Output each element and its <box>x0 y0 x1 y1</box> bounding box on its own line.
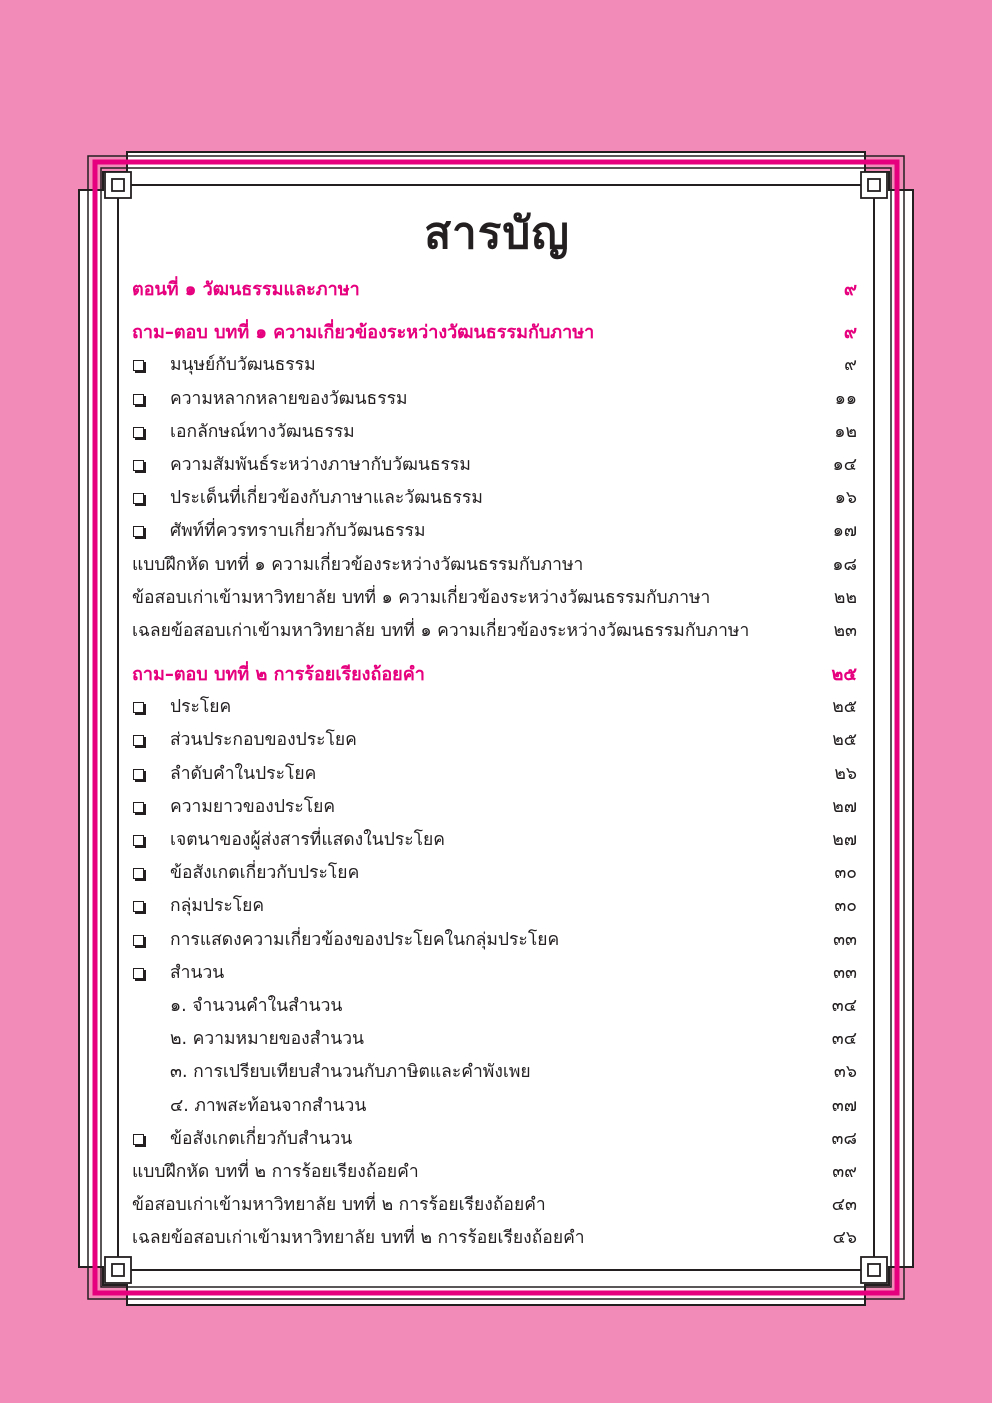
toc-entry-page: ๒๖ <box>834 763 857 784</box>
toc-entry[interactable] <box>132 990 857 1023</box>
checkbox-bullet-icon <box>133 493 144 504</box>
toc-entry-title: เฉลยข้อสอบเก่าเข้ามหาวิทยาลัย บทที่ ๒ การร้อยเรียงถ้อยคำ <box>132 1228 585 1249</box>
toc-entry-page: ๒๗ <box>832 830 857 850</box>
toc-entry[interactable] <box>132 924 857 957</box>
toc-entry-page: ๙ <box>844 355 857 376</box>
checkbox-bullet-icon <box>133 735 144 746</box>
toc-entry-title: ๒. ความหมายของสำนวน <box>170 1029 364 1050</box>
toc-entry-title: ๑. จำนวนคำในสำนวน <box>170 995 343 1016</box>
page-title: สารบัญ <box>424 208 570 259</box>
toc-entry[interactable] <box>132 658 857 691</box>
toc-entry-title: ความยาวของประโยค <box>170 796 336 817</box>
toc-entry-title: ข้อสังเกตเกี่ยวกับประโยค <box>170 863 360 884</box>
toc-entry-page: ๑๑ <box>834 388 857 409</box>
toc-entry-title: ประเด็นที่เกี่ยวข้องกับภาษาและวัฒนธรรม <box>170 488 483 509</box>
toc-entry[interactable] <box>132 1189 857 1222</box>
toc-entry-page: ๒๕ <box>832 730 857 751</box>
toc-entry[interactable] <box>132 957 857 990</box>
toc-entry-title: ข้อสอบเก่าเข้ามหาวิทยาลัย บทที่ ๒ การร้อยเรียงถ้อยคำ <box>132 1195 546 1216</box>
toc-entry-title: เจตนาของผู้ส่งสารที่แสดงในประโยค <box>170 830 445 850</box>
toc-entry-title: ๔. ภาพสะท้อนจากสำนวน <box>170 1095 367 1116</box>
toc-entry[interactable] <box>132 758 857 791</box>
toc-entry-page: ๑๔ <box>832 454 857 475</box>
toc-entry-page: ๓๖ <box>833 1062 857 1083</box>
toc-entry-title: ข้อสังเกตเกี่ยวกับสำนวน <box>170 1128 353 1149</box>
toc-entry-page: ๒๕ <box>832 697 857 718</box>
toc-entry-page: ๓๓ <box>833 929 857 950</box>
toc-panel <box>127 176 867 1266</box>
checkbox-bullet-icon <box>133 901 144 912</box>
checkbox-bullet-icon <box>133 802 144 813</box>
toc-entry-title: แบบฝึกหัด บทที่ ๑ ความเกี่ยวข้องระหว่างวัฒนธรรมกับภาษา <box>132 554 584 575</box>
toc-entry-page: ๓๘ <box>831 1128 857 1149</box>
toc-entry[interactable] <box>132 515 857 548</box>
checkbox-bullet-icon <box>133 835 144 846</box>
checkbox-bullet-icon <box>133 1134 144 1145</box>
toc-entry[interactable] <box>132 1123 857 1156</box>
toc-entry-title: ถาม–ตอบ บทที่ ๑ ความเกี่ยวข้องระหว่างวัฒนธรรมกับภาษา <box>132 322 595 344</box>
toc-entry[interactable] <box>132 615 857 648</box>
toc-entry[interactable] <box>132 449 857 482</box>
toc-entry-title: เฉลยข้อสอบเก่าเข้ามหาวิทยาลัย บทที่ ๑ ความเกี่ยวข้องระหว่างวัฒนธรรมกับภาษา <box>132 620 750 641</box>
toc-entry-title: ความหลากหลายของวัฒนธรรม <box>170 388 408 409</box>
toc-entry-page: ๙ <box>843 322 857 344</box>
toc-entry-page: ๑๒ <box>834 421 857 442</box>
checkbox-bullet-icon <box>133 702 144 713</box>
toc-entry[interactable] <box>132 349 857 382</box>
toc-entry-title: ลำดับคำในประโยค <box>170 763 317 784</box>
toc-entry-page: ๔๓ <box>831 1195 857 1216</box>
toc-entry-title: ๓. การเปรียบเทียบสำนวนกับภาษิตและคำพังเพย <box>170 1062 531 1083</box>
toc-entry-title: กลุ่มประโยค <box>170 896 265 917</box>
toc-entry[interactable] <box>132 482 857 515</box>
toc-entry-page: ๓๙ <box>832 1161 857 1182</box>
toc-entry-title: ตอนที่ ๑ วัฒนธรรมและภาษา <box>132 279 360 300</box>
toc-entry[interactable] <box>132 791 857 824</box>
toc-entry-page: ๙ <box>843 279 857 300</box>
toc-entry-page: ๓๔ <box>831 1029 857 1050</box>
toc-entry[interactable] <box>132 1023 857 1056</box>
toc-entry-title: ส่วนประกอบของประโยค <box>170 730 357 751</box>
toc-entry-title: ข้อสอบเก่าเข้ามหาวิทยาลัย บทที่ ๑ ความเกี่ยวข้องระหว่างวัฒนธรรมกับภาษา <box>132 587 711 608</box>
toc-entry[interactable] <box>132 549 857 582</box>
toc-entry-page: ๑๗ <box>832 521 857 542</box>
toc-entry[interactable] <box>132 890 857 923</box>
toc-entry-title: แบบฝึกหัด บทที่ ๒ การร้อยเรียงถ้อยคำ <box>132 1161 419 1182</box>
toc-entry-page: ๓๗ <box>831 1095 857 1116</box>
checkbox-bullet-icon <box>133 868 144 879</box>
toc-entry[interactable] <box>132 316 857 349</box>
checkbox-bullet-icon <box>133 769 144 780</box>
toc-entry[interactable] <box>132 273 857 306</box>
toc-entry-title: มนุษย์กับวัฒนธรรม <box>170 355 316 376</box>
toc-entry-title: ศัพท์ที่ควรทราบเกี่ยวกับวัฒนธรรม <box>170 521 426 542</box>
toc-entry-title: สำนวน <box>170 962 225 983</box>
toc-entry-title: ประโยค <box>170 697 232 718</box>
toc-entry[interactable] <box>132 1090 857 1123</box>
toc-entry-title: ถาม–ตอบ บทที่ ๒ การร้อยเรียงถ้อยคำ <box>132 664 425 686</box>
toc-entry-title: เอกลักษณ์ทางวัฒนธรรม <box>170 421 355 442</box>
toc-entry-page: ๓๓ <box>833 962 857 983</box>
toc-entry-page: ๒๓ <box>833 620 857 641</box>
toc-entry-page: ๑๘ <box>832 554 857 575</box>
toc-entry[interactable] <box>132 582 857 615</box>
toc-entry[interactable] <box>132 383 857 416</box>
toc-entry-page: ๑๖ <box>834 488 857 509</box>
toc-entry-title: ความสัมพันธ์ระหว่างภาษากับวัฒนธรรม <box>170 454 471 475</box>
checkbox-bullet-icon <box>133 394 144 405</box>
toc-entry[interactable] <box>132 724 857 757</box>
toc-entry-page: ๔๖ <box>832 1228 857 1249</box>
checkbox-bullet-icon <box>133 460 144 471</box>
toc-entry[interactable] <box>132 857 857 890</box>
checkbox-bullet-icon <box>133 526 144 537</box>
checkbox-bullet-icon <box>133 968 144 979</box>
toc-entry-page: ๒๕ <box>831 664 857 686</box>
toc-entry[interactable] <box>132 824 857 857</box>
toc-entry[interactable] <box>132 1156 857 1189</box>
checkbox-bullet-icon <box>133 427 144 438</box>
toc-entry-page: ๒๒ <box>833 587 857 608</box>
toc-entry-page: ๓๔ <box>831 995 857 1016</box>
checkbox-bullet-icon <box>133 360 144 371</box>
toc-entry-page: ๓๐ <box>834 863 857 884</box>
toc-entry-title: การแสดงความเกี่ยวข้องของประโยคในกลุ่มประโยค <box>170 929 560 950</box>
toc-entry[interactable] <box>132 1056 857 1089</box>
toc-entry[interactable] <box>132 1222 857 1255</box>
toc-entry-page: ๓๐ <box>834 896 857 917</box>
toc-entry-page: ๒๗ <box>832 796 857 817</box>
toc-entry[interactable] <box>132 416 857 449</box>
checkbox-bullet-icon <box>133 935 144 946</box>
toc-list <box>132 273 857 1255</box>
toc-entry[interactable] <box>132 691 857 724</box>
